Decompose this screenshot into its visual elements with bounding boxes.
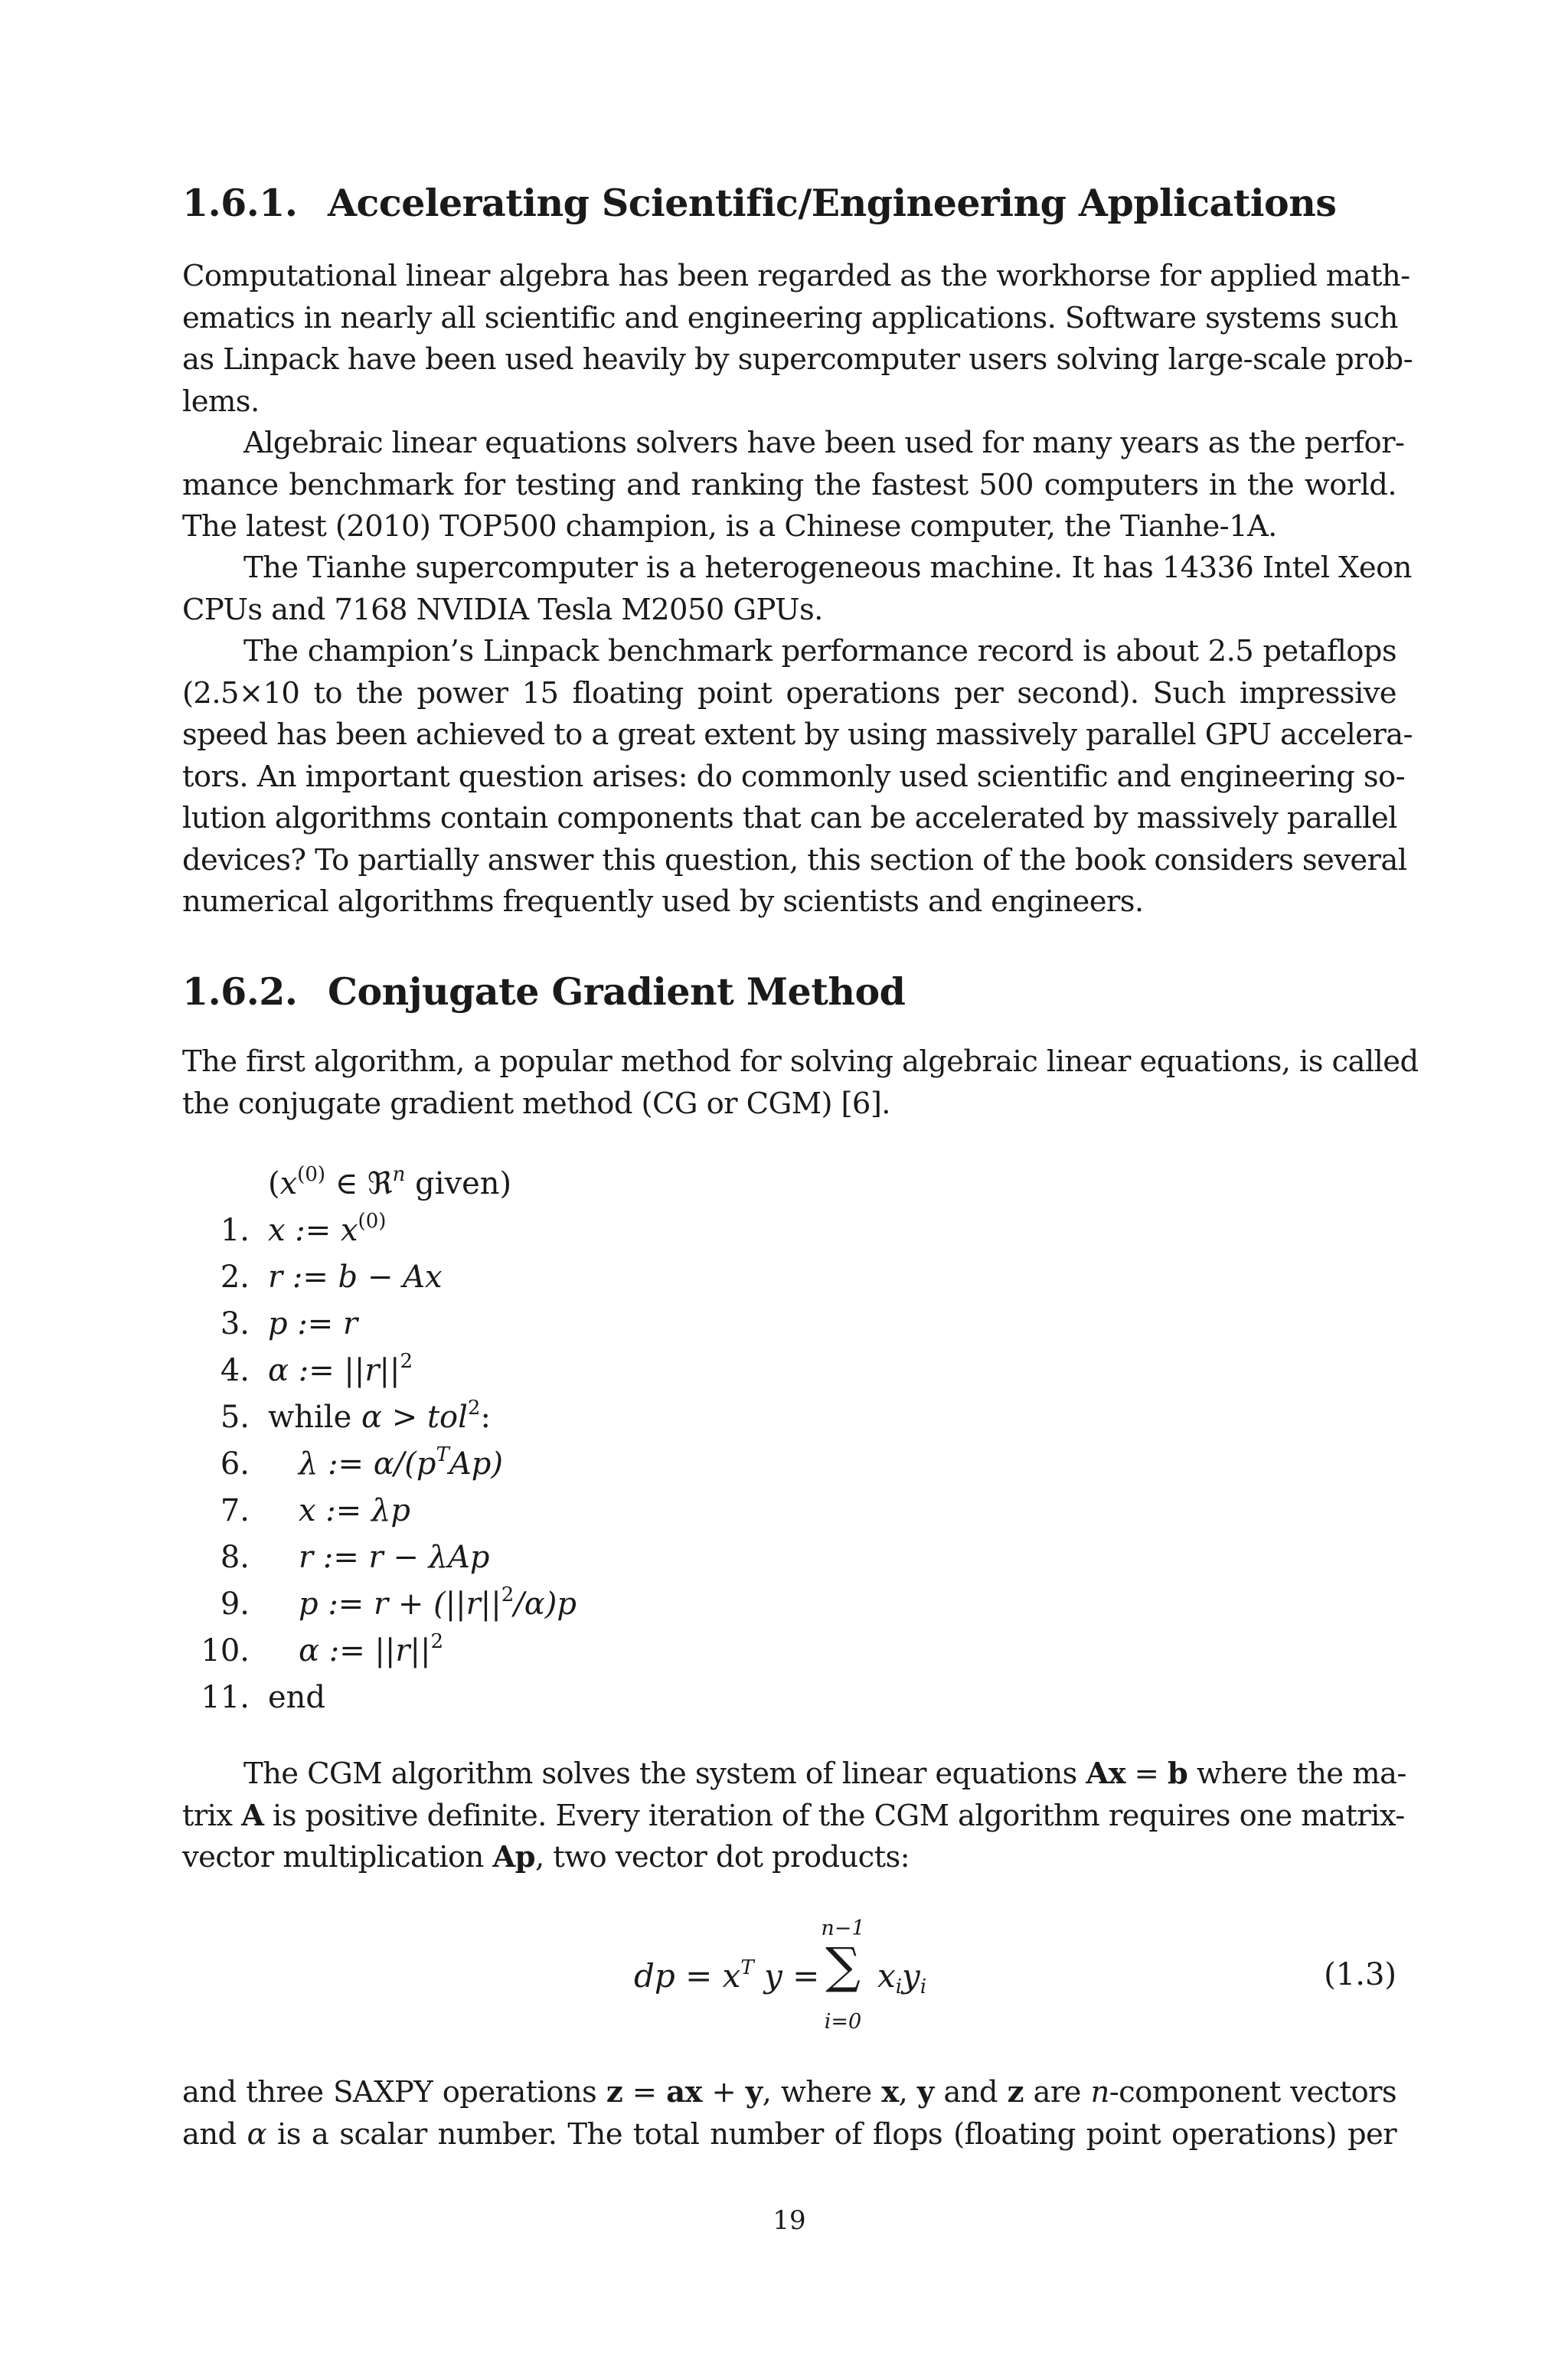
superscript: 2 [467, 1397, 481, 1420]
summation [816, 1914, 870, 2034]
equation-term [877, 1957, 927, 1998]
section-title: Conjugate Gradient Method [328, 969, 906, 1014]
superscript: T [436, 1443, 449, 1466]
paragraph-intro [182, 1041, 1419, 1125]
algorithm-given [182, 1161, 948, 1208]
superscript: (0) [358, 1210, 387, 1233]
text-line: Computational linear algebra has been regarded as the workhorse for applied math- [182, 259, 1410, 293]
text-line: devices? To partially answer this question, this section of the book considers several [182, 842, 1407, 877]
text: trix [182, 1798, 242, 1833]
text-line [182, 1753, 1406, 1796]
text-line: the conjugate gradient method (CG or CGM) [6]. [182, 1086, 890, 1121]
step-number: 7. [220, 1493, 250, 1528]
paragraph-saxpy [182, 2072, 1396, 2155]
text-line: lution algorithms contain components that can be accelerated by massively parallel [182, 801, 1397, 835]
text-line: as Linpack have been used heavily by supercomputer users solving large-scale prob- [182, 342, 1413, 377]
bold-term: Ax [1086, 1757, 1125, 1791]
section-heading-1-6-1 [182, 181, 1336, 225]
algorithm-step [182, 1301, 948, 1348]
math: x [877, 1957, 896, 1995]
text: and three SAXPY operations [182, 2075, 606, 2110]
text-line [182, 1837, 1396, 1879]
keyword: while [268, 1400, 352, 1435]
text-line: (2.5×10 to the power 15 floating point operations per second). Such impressive [182, 675, 1396, 711]
step-number: 9. [220, 1587, 250, 1622]
bold-term: y [916, 2075, 934, 2110]
math: dp = x [634, 1957, 741, 1995]
algorithm-step [182, 1441, 948, 1488]
algorithm-step [182, 1254, 948, 1301]
bold-term: A [241, 1798, 264, 1833]
code: x := λp [299, 1493, 410, 1528]
text: = [1125, 1757, 1168, 1791]
sum-upper-limit: n−1 [821, 1917, 865, 1940]
subscript: i [920, 1976, 927, 1998]
bold-term: Ap [492, 1840, 535, 1874]
text: is a scalar number. The total number of flops (floating point operations) per [266, 2116, 1397, 2152]
text-line: CPUs and 7168 NVIDIA Tesla M2050 GPUs. [182, 592, 823, 627]
bold-term: z [1007, 2075, 1024, 2110]
code: r := r − λAp [299, 1540, 490, 1575]
step-number: 8. [220, 1540, 250, 1575]
section-title: Accelerating Scientific/Engineering Applications [328, 181, 1337, 225]
text-line: The Tianhe supercomputer is a heterogeneous machine. It has 14336 Intel Xeon [243, 551, 1412, 585]
superscript: 2 [501, 1583, 514, 1606]
text-line: speed has been achieved to a great extent by using massively parallel GPU accelera- [182, 717, 1413, 752]
text: given) [405, 1166, 512, 1201]
step-number: 4. [220, 1353, 250, 1388]
paragraph-2 [182, 423, 1405, 548]
superscript: n [392, 1163, 406, 1186]
paragraph-4 [182, 631, 1413, 923]
bold-term: ax [666, 2075, 702, 2110]
text: -component vectors [1109, 2075, 1397, 2110]
bold-term: z [606, 2075, 623, 2110]
algorithm-step [182, 1488, 948, 1534]
text: vector multiplication [182, 1840, 493, 1874]
paragraph-1 [182, 256, 1413, 423]
bold-term: x [881, 2075, 899, 2110]
text-line: ematics in nearly all scientific and engineering applications. Software systems such [182, 300, 1398, 335]
text: The CGM algorithm solves the system of linear equations [243, 1757, 1086, 1791]
paragraph-cgm [182, 1753, 1406, 1879]
bold-term: y [745, 2075, 763, 2110]
text: is positive definite. Every iteration of the CGM algorithm requires one matrix- [263, 1798, 1405, 1833]
algorithm-step [182, 1534, 948, 1581]
text-line [182, 1796, 1405, 1838]
code: α > tol [351, 1400, 468, 1435]
text: , where [762, 2075, 882, 2110]
code: r := b − Ax [268, 1260, 443, 1295]
step-number: 11. [201, 1680, 250, 1715]
text-line: numerical algorithms frequently used by scientists and engineers. [182, 884, 1144, 919]
text: ( [268, 1166, 280, 1201]
text-line: The first algorithm, a popular method for solving algebraic linear equations, is called [182, 1044, 1419, 1079]
code: x := x [268, 1213, 358, 1248]
keyword: end [268, 1680, 326, 1715]
variable: x [279, 1166, 298, 1201]
text-line: The champion’s Linpack benchmark performance record is about 2.5 petaflops [243, 634, 1396, 668]
book-page [182, 0, 1419, 2353]
algorithm-step [182, 1208, 948, 1254]
code: /α)p [514, 1587, 577, 1622]
section-heading-1-6-2 [182, 969, 905, 1014]
italic-term: n [1090, 2075, 1109, 2110]
text: + [701, 2075, 746, 2110]
page-number: 19 [773, 2205, 806, 2236]
bold-term: b [1167, 1757, 1188, 1791]
section-number: 1.6.2. [182, 969, 298, 1014]
code: α := ||r|| [299, 1633, 431, 1668]
subscript: i [895, 1976, 903, 1998]
italic-term: α [247, 2116, 267, 2152]
equation-1-3 [182, 1914, 1396, 2044]
text-line: Algebraic linear equations solvers have been used for many years as the perfor- [243, 426, 1405, 460]
code: : [480, 1400, 491, 1435]
algorithm-step [182, 1348, 948, 1394]
text: , [898, 2075, 917, 2110]
code: p := r + (||r|| [299, 1587, 501, 1622]
text: ∈ ℜ [325, 1166, 393, 1201]
equation-number: (1.3) [1324, 1957, 1396, 1992]
superscript: T [740, 1956, 754, 1979]
algorithm-step [182, 1675, 948, 1721]
algorithm-step [182, 1628, 948, 1675]
paragraph-3 [182, 547, 1412, 631]
superscript: 2 [400, 1350, 413, 1373]
math: y = [764, 1957, 820, 1995]
code: α := ||r|| [268, 1353, 400, 1388]
equation-lhs [634, 1957, 819, 1995]
text-line [182, 2072, 1396, 2114]
code: λ := α/(p [299, 1446, 436, 1482]
sigma-symbol: ∑ [825, 1938, 861, 1995]
step-number: 5. [220, 1400, 250, 1435]
step-number: 3. [220, 1306, 250, 1342]
superscript: (0) [297, 1163, 326, 1186]
section-number: 1.6.1. [182, 181, 298, 225]
sum-lower-limit: i=0 [824, 2010, 862, 2034]
step-number: 1. [220, 1213, 250, 1248]
math: y [902, 1957, 920, 1995]
algorithm-step [182, 1394, 948, 1441]
text: = [622, 2075, 667, 2110]
text: and [182, 2116, 247, 2152]
text: , two vector dot products: [534, 1840, 910, 1874]
text: and [933, 2075, 1008, 2110]
text: where the ma- [1187, 1757, 1406, 1791]
step-number: 2. [220, 1260, 250, 1295]
text-line: The latest (2010) TOP500 champion, is a Chinese computer, the Tianhe-1A. [182, 509, 1277, 544]
algorithm-step [182, 1581, 948, 1628]
text-line [182, 2114, 1396, 2156]
text-line: mance benchmark for testing and ranking the fastest 500 computers in the world. [182, 467, 1396, 502]
step-number: 6. [220, 1446, 250, 1482]
cg-algorithm [182, 1161, 948, 1721]
text-line: tors. An important question arises: do commonly used scientific and engineering so- [182, 759, 1406, 794]
code: p := r [268, 1306, 358, 1342]
code: Ap) [449, 1446, 503, 1482]
text: are [1023, 2075, 1091, 2110]
text-line: lems. [182, 384, 260, 419]
superscript: 2 [430, 1630, 444, 1653]
step-number: 10. [201, 1633, 250, 1668]
